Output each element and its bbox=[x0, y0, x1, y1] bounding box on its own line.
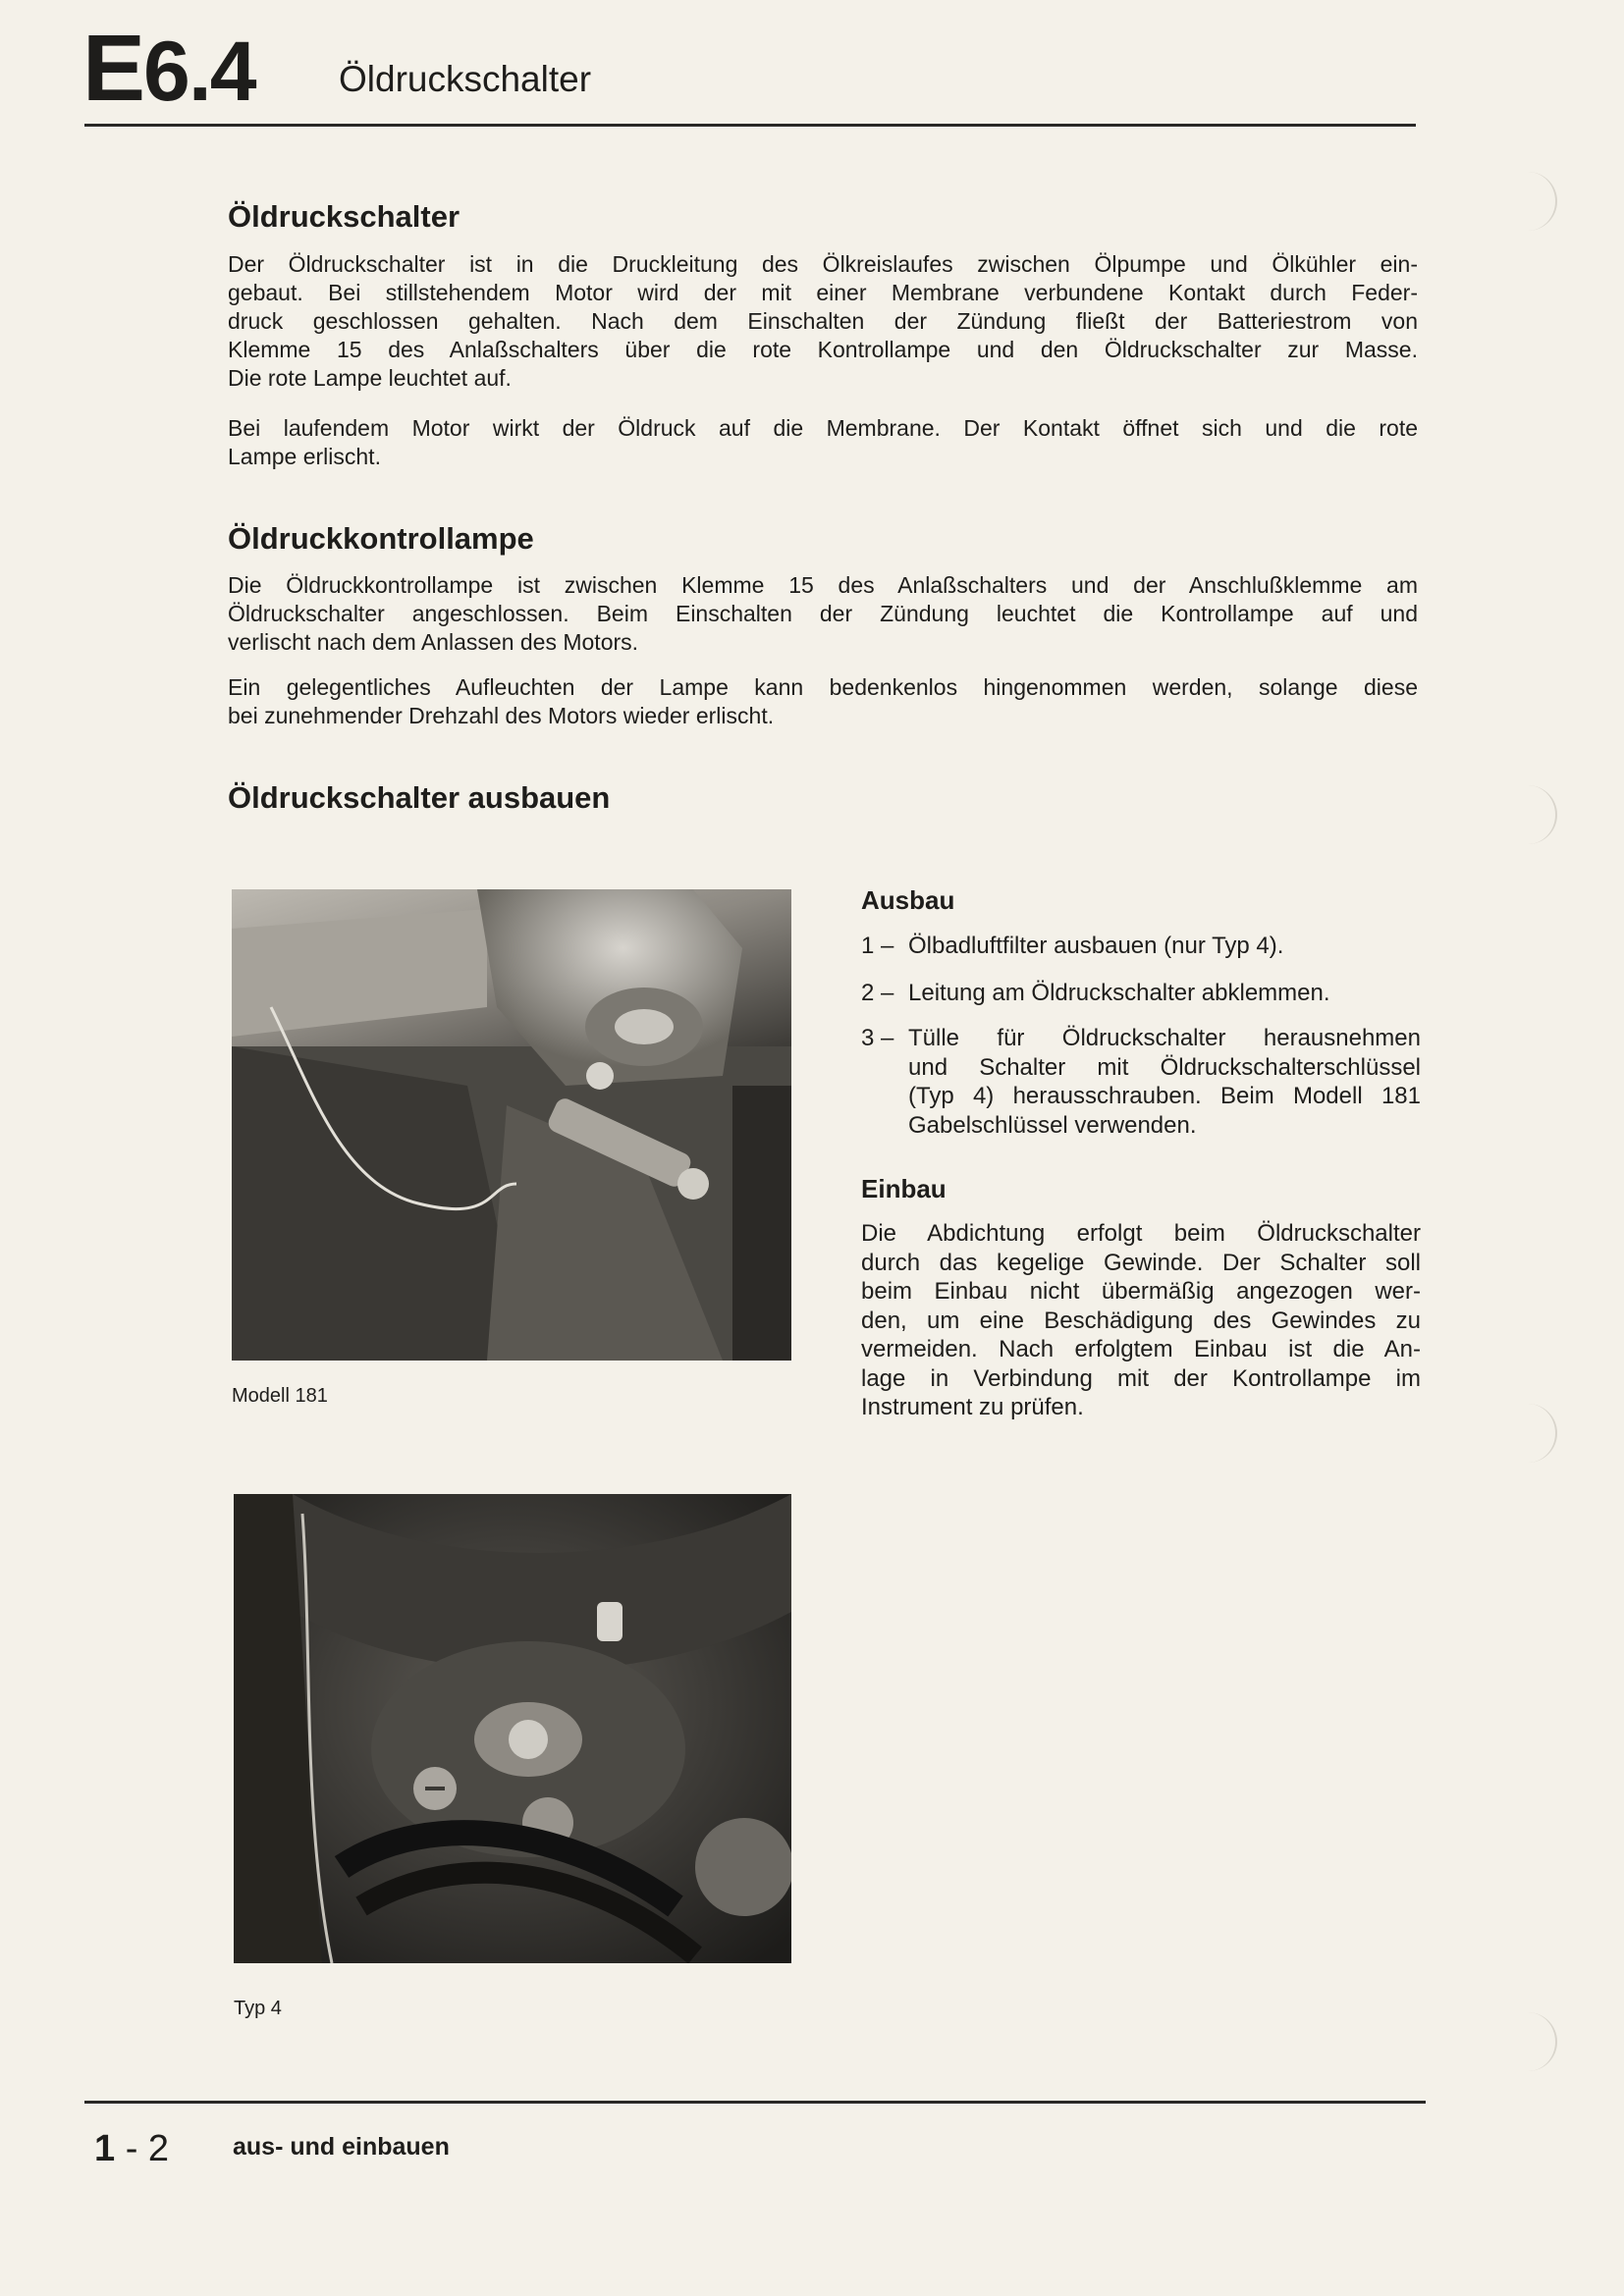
text-line: den, um eine Beschädigung des Gewindes zu bbox=[861, 1307, 1421, 1334]
text-line: beim Einbau nicht übermäßig angezogen wer- bbox=[861, 1278, 1421, 1305]
ausbau-step-2 bbox=[861, 979, 1421, 1008]
section-code bbox=[82, 16, 255, 121]
text-line: gebaut. Bei stillstehendem Motor wird der mit einer Membrane verbundene Kontakt durch Feder- bbox=[228, 280, 1418, 305]
heading-einbau: Einbau bbox=[861, 1174, 947, 1203]
text-line: Klemme 15 des Anlaßschalters über die rote Kontrollampe und den Öldruckschalter zur Masse. bbox=[228, 337, 1418, 362]
ausbau-step-3 bbox=[861, 1024, 1421, 1140]
heading-ausbauen: Öldruckschalter ausbauen bbox=[228, 780, 611, 815]
paragraph-s1-2 bbox=[228, 414, 1418, 471]
step-number: 1 – bbox=[861, 933, 894, 959]
punch-hole-mark bbox=[1512, 785, 1557, 844]
paragraph-einbau bbox=[861, 1219, 1421, 1422]
text-line: Lampe erlischt. bbox=[228, 444, 381, 469]
photo-typ-4 bbox=[234, 1494, 791, 1963]
ausbau-step-1 bbox=[861, 932, 1421, 961]
photo-modell-181 bbox=[232, 889, 791, 1361]
text-line: Die rote Lampe leuchtet auf. bbox=[228, 365, 512, 391]
ausbau-einbau-column bbox=[861, 883, 1421, 1433]
header-divider bbox=[84, 124, 1416, 127]
text-line: Die Öldruckkontrollampe ist zwischen Klemme 15 des Anlaßschalters und der Anschlußklemme am bbox=[228, 572, 1418, 598]
paragraph-s1-1 bbox=[228, 250, 1418, 393]
step-text: (Typ 4) herausschrauben. Beim Modell 181 bbox=[908, 1083, 1421, 1109]
step-number: 3 – bbox=[861, 1025, 894, 1051]
text-line: vermeiden. Nach erfolgtem Einbau ist die An- bbox=[861, 1336, 1421, 1362]
section-code-letter: E bbox=[82, 16, 144, 121]
section-code-number: 6.4 bbox=[143, 25, 255, 119]
paragraph-s2-1 bbox=[228, 571, 1418, 657]
page-num: 2 bbox=[147, 2128, 170, 2169]
text-line: Die Abdichtung erfolgt beim Öldruckschalter bbox=[861, 1220, 1421, 1247]
text-line: Bei laufendem Motor wirkt der Öldruck auf die Membrane. Der Kontakt öffnet sich und die rote bbox=[228, 415, 1418, 441]
page-separator: - bbox=[125, 2128, 138, 2169]
text-line: Der Öldruckschalter ist in die Druckleitung des Ölkreislaufes zwischen Ölpumpe und Ölkühler ein- bbox=[228, 251, 1418, 277]
text-line: Instrument zu prüfen. bbox=[861, 1394, 1084, 1420]
caption-modell-181: Modell 181 bbox=[232, 1385, 328, 1407]
footer-divider bbox=[84, 2101, 1426, 2104]
step-text: Leitung am Öldruckschalter abklemmen. bbox=[908, 980, 1330, 1006]
step-text: Ölbadluftfilter ausbauen (nur Typ 4). bbox=[908, 933, 1284, 959]
step-number: 2 – bbox=[861, 980, 894, 1006]
text-line: Ein gelegentliches Aufleuchten der Lampe kann bedenkenlos hingenommen werden, solange diese bbox=[228, 674, 1418, 700]
heading-oeldruckschalter: Öldruckschalter bbox=[228, 199, 460, 234]
step-text: Tülle für Öldruckschalter herausnehmen bbox=[908, 1025, 1421, 1051]
footer-label: aus- und einbauen bbox=[233, 2133, 450, 2161]
text-line: bei zunehmender Drehzahl des Motors wieder erlischt. bbox=[228, 703, 775, 728]
page-chapter: 1 bbox=[94, 2128, 116, 2169]
text-line: druck geschlossen gehalten. Nach dem Einschalten der Zündung fließt der Batteriestrom von bbox=[228, 308, 1418, 334]
step-text: Gabelschlüssel verwenden. bbox=[908, 1111, 1197, 1139]
punch-hole-mark bbox=[1512, 2012, 1557, 2071]
step-text: und Schalter mit Öldruckschalterschlüssel bbox=[908, 1053, 1421, 1081]
caption-typ-4: Typ 4 bbox=[234, 1998, 282, 2019]
page-number bbox=[94, 2130, 169, 2167]
punch-hole-mark bbox=[1512, 1404, 1557, 1463]
page-title: Öldruckschalter bbox=[339, 59, 592, 99]
text-line: durch das kegelige Gewinde. Der Schalter soll bbox=[861, 1249, 1421, 1276]
text-line: verlischt nach dem Anlassen des Motors. bbox=[228, 629, 639, 655]
paragraph-s2-2 bbox=[228, 673, 1418, 730]
heading-oeldruckkontrollampe: Öldruckkontrollampe bbox=[228, 521, 534, 556]
punch-hole-mark bbox=[1512, 172, 1557, 231]
text-line: lage in Verbindung mit der Kontrollampe im bbox=[861, 1364, 1421, 1392]
text-line: Öldruckschalter angeschlossen. Beim Einschalten der Zündung leuchtet die Kontrollampe auf und bbox=[228, 601, 1418, 626]
heading-ausbau: Ausbau bbox=[861, 885, 955, 915]
